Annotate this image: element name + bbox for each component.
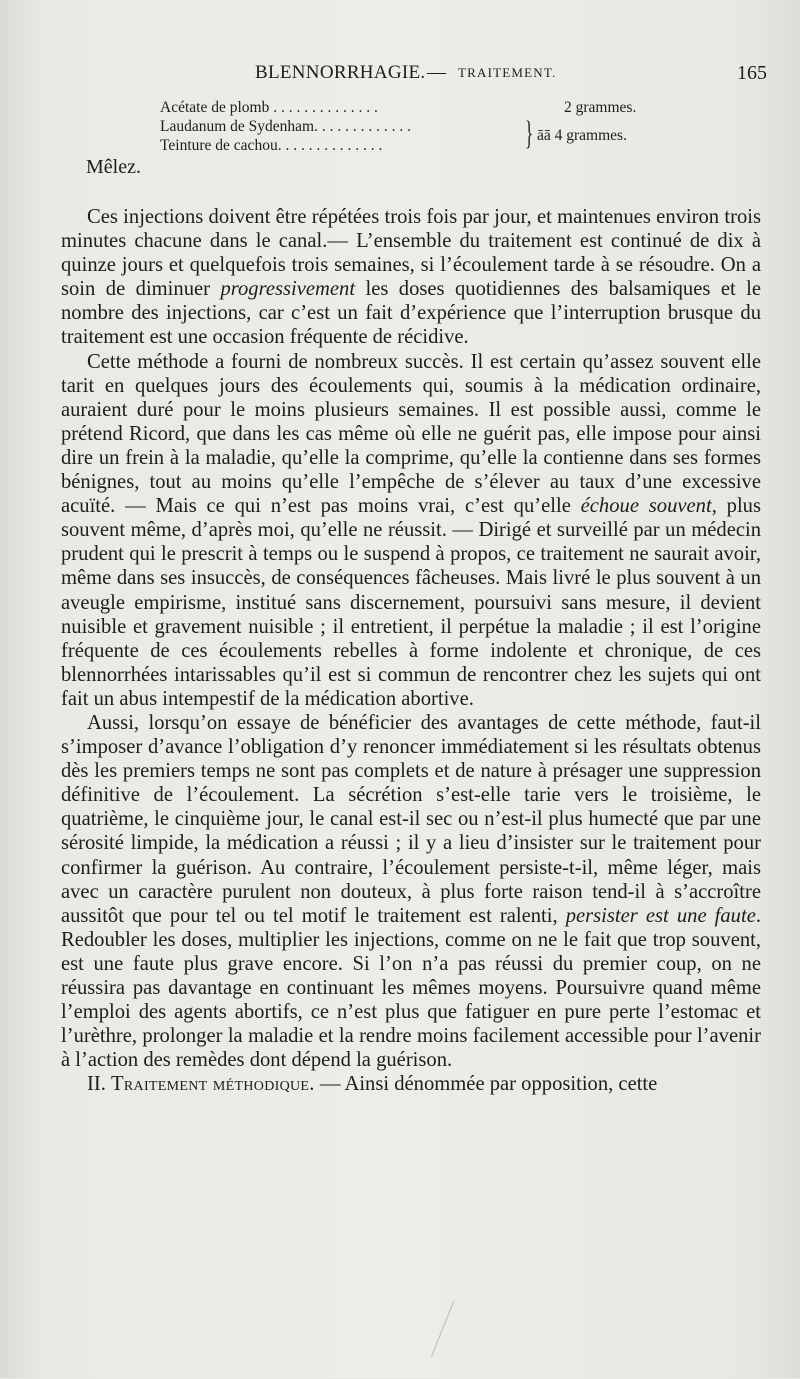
emphasis: progressivement: [220, 278, 356, 301]
section-text: — Ainsi dénommée par opposition, cette: [314, 1073, 658, 1096]
pencil-mark: [431, 1301, 510, 1379]
ingredient-name: Teinture de cachou: [160, 137, 278, 154]
main-text: [61, 205, 761, 1096]
section-heading-paragraph: [61, 1072, 761, 1096]
running-header: [255, 62, 767, 88]
emphasis: persister est une faute: [565, 904, 756, 927]
brace-icon: }: [525, 115, 534, 152]
paragraph: Ces injections doivent être répétées trois fois par jour, et maintenues environ trois minutes chacune dans le canal.— L’ensemble du traitement est continué de dix à quinze jours et quelquefois trois semaines, si l’écoulement tarde à se résoudre. On a soin de diminuer progressivement les doses quotidiennes des balsamiques et le nombre des injections, car c’est un fait d’expérience que l’interruption brusque du traitement est une occasion fréquente de récidive.: [61, 206, 761, 349]
ingredient-name: Acétate de plomb: [160, 99, 270, 116]
leader-dots: . . . . . . . . . . . . . .: [269, 99, 378, 116]
leader-dots: . . . . . . . . . . . . . .: [277, 137, 383, 154]
prescription-item: [160, 98, 660, 117]
emphasis: échoue souvent: [580, 495, 712, 518]
prescription: [160, 98, 660, 155]
ingredient-name: Laudanum de Sydenham: [160, 118, 315, 135]
section-number: II.: [87, 1073, 106, 1096]
page-number: 165: [737, 62, 767, 84]
section-heading: Traitement méthodique.: [111, 1073, 315, 1096]
ingredient-quantity: 2 grammes.: [564, 99, 637, 116]
running-subtitle: TRAITEMENT.: [458, 65, 557, 80]
ingredient-quantity: āā 4 grammes.: [537, 127, 627, 144]
prescription-instruction: Mêlez.: [86, 156, 141, 178]
paragraph: Aussi, lorsqu’on essaye de bénéficier des avantages de cette méthode, faut-il s’imposer d’avance l’obligation d’y renoncer immédiatement si les résultats obtenus dès les premiers temps ne sont pas complets et de nature à présager une suppression définitive de l’écoulement. La sécrétion s’est-elle tarie vers le troisième, le quatrième, le cinquième jour, le canal est-il sec ou n’est-il plus humecté que par une sérosité limpide, la médication a réussi ; il y a lieu d’insister sur le traitement pour confirmer la guérison. Au contraire, l’écoulement persiste-t-il, même léger, mais avec un caractère purulent non douteux, à plus forte raison tend-il à s’accroître aussitôt que pour tel ou tel motif le traitement est ralenti, persister est une faute. Redoubler les doses, multiplier les injections, comme on ne le fait que trop souvent, est une faute plus grave encore. Si l’on n’a pas réussi du premier coup, on ne réussira pas davantage en continuant les mêmes moyens. Poursuivre quand même l’emploi des agents abortifs, ce n’est plus que fatiguer en pure perte l’estomac et l’urèthre, prolonger la maladie et la rendre moins facilement accessible pour l’avenir à l’action des remèdes dont dépend la guérison.: [61, 711, 762, 1072]
header-dash: —: [427, 62, 446, 83]
paragraph: Cette méthode a fourni de nombreux succès. Il est certain qu’assez souvent elle tarit en quelques jours des écoulements qui, soumis à la médication ordinaire, auraient duré pour le moins plusieurs semaines. Il est possible aussi, comme le prétend Ricord, que dans les cas même où elle ne guérit pas, elle impose pour ainsi dire un frein à la maladie, qu’elle la comprime, qu’elle la contienne dans ses formes bénignes, tout au moins qu’elle l’empêche de s’élever au taux d’une excessive acuïté. — Mais ce qui n’est pas moins vrai, c’est qu’elle échoue souvent, plus souvent même, d’après moi, qu’elle ne réussit. — Dirigé et surveillé par un médecin prudent qui le prescrit à temps ou le suspend à propos, ce traitement ne saurait avoir, même dans ses insuccès, de conséquences fâcheuses. Mais livré le plus souvent à un aveugle empirisme, institué sans discernement, poursuivi sans mesure, il devient nuisible et gravement nuisible ; il entretient, il perpétue la maladie ; il est l’origine fréquente de ces écoulements rebelles à forme indolente et chronique, de ces blennorrhées intarissables qu’il est si commun de rencontrer chez les sujets qui ont fait un abus intempestif de la médication abortive.: [61, 350, 761, 710]
running-title: BLENNORRHAGIE.: [255, 62, 426, 83]
leader-dots: . . . . . . . . . . . . .: [314, 118, 411, 135]
